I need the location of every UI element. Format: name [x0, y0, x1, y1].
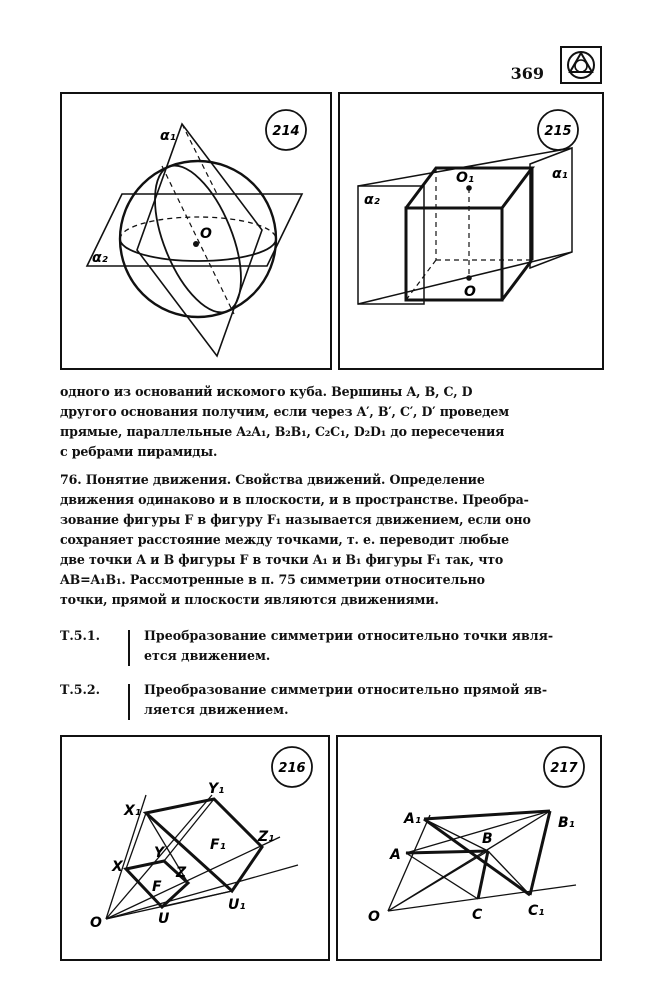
figure-214 [60, 92, 332, 370]
label-Y: Y [154, 845, 165, 861]
figure-214-label-alpha2: α₂ [92, 250, 108, 266]
figure-216 [60, 735, 330, 961]
label-X1: X₁ [124, 803, 141, 819]
theorem-5-1-number: Т.5.1. [60, 628, 101, 643]
theorem-5-1-line-1: Преобразование симметрии относительно точки явля- [144, 628, 554, 643]
theorem-5-2-line-1: Преобразование симметрии относительно прямой яв- [144, 682, 548, 697]
label-X: X [112, 859, 123, 875]
figure-215 [338, 92, 604, 370]
theorem-5-2-line-2: ляется движением. [144, 702, 289, 717]
theorem-5-2-text [144, 680, 600, 720]
figure-217-drawing [338, 737, 600, 959]
label-O: O [90, 915, 102, 931]
section76-line-1: 76. Понятие движения. Свойства движений. Определение [60, 472, 485, 487]
label-U: U [158, 911, 170, 927]
label-Z: Z [176, 865, 187, 881]
label-F: F [152, 879, 162, 895]
label-F1: F₁ [210, 837, 226, 853]
label-Y1: Y₁ [208, 781, 225, 797]
label-A1: A₁ [404, 811, 421, 827]
figure-215-label-alpha1: α₁ [552, 166, 568, 182]
theorem-5-2-bar [128, 684, 130, 720]
paragraph-cube-construction [60, 382, 600, 462]
figure-214-label-O: O [200, 226, 212, 242]
figure-215-label-alpha2: α₂ [364, 192, 380, 208]
label-O: O [368, 909, 380, 925]
theorem-5-1-bar [128, 630, 130, 666]
figure-214-label-alpha1: α₁ [160, 128, 176, 144]
section76-line-2: движения одинаково и в плоскости, и в пространстве. Преобра- [60, 492, 529, 507]
figure-215-drawing [340, 94, 602, 368]
paragraph1-line-2: другого основания получим, если через A′, B′, C′, D′ проведем [60, 404, 510, 419]
figure-217-number: 217 [550, 761, 578, 776]
figure-215-label-O: O [464, 284, 476, 300]
paragraph1-line-1: одного из оснований искомого куба. Вершины A, B, C, D [60, 384, 473, 399]
section76-line-4: сохраняет расстояние между точками, т. е. переводит любые [60, 532, 510, 547]
figure-214-drawing [62, 94, 330, 368]
label-U1: U₁ [228, 897, 246, 913]
label-C1: C₁ [528, 903, 545, 919]
label-B1: B₁ [558, 815, 575, 831]
figure-216-drawing [62, 737, 328, 959]
paragraph1-line-3: прямые, параллельные A₂A₁, B₂B₁, C₂C₁, D₂D₁ до пересечения [60, 424, 505, 439]
paragraph1-line-4: с ребрами пирамиды. [60, 444, 218, 459]
section76-line-3: зование фигуры F в фигуру F₁ называется движением, если оно [60, 512, 531, 527]
section-logo-icon [560, 46, 602, 84]
figure-215-label-O1: O₁ [456, 170, 475, 186]
theorem-5-1-line-2: ется движением. [144, 648, 271, 663]
section-76-definition-of-motion [60, 470, 600, 610]
section76-line-7: точки, прямой и плоскости являются движениями. [60, 592, 439, 607]
theorem-5-2-number: Т.5.2. [60, 682, 101, 697]
page-number: 369 [510, 64, 544, 83]
section76-line-6: AB=A₁B₁. Рассмотренные в п. 75 симметрии относительно [60, 572, 485, 587]
figure-215-number: 215 [544, 124, 572, 139]
figure-217 [336, 735, 602, 961]
label-C: C [472, 907, 483, 923]
label-B: B [482, 831, 493, 847]
figure-214-number: 214 [272, 124, 300, 139]
theorem-5-1-text [144, 626, 600, 666]
section76-line-5: две точки A и B фигуры F в точки A₁ и B₁ фигуры F₁ так, что [60, 552, 504, 567]
label-Z1: Z₁ [258, 829, 275, 845]
figure-216-number: 216 [278, 761, 306, 776]
label-A: A [390, 847, 401, 863]
